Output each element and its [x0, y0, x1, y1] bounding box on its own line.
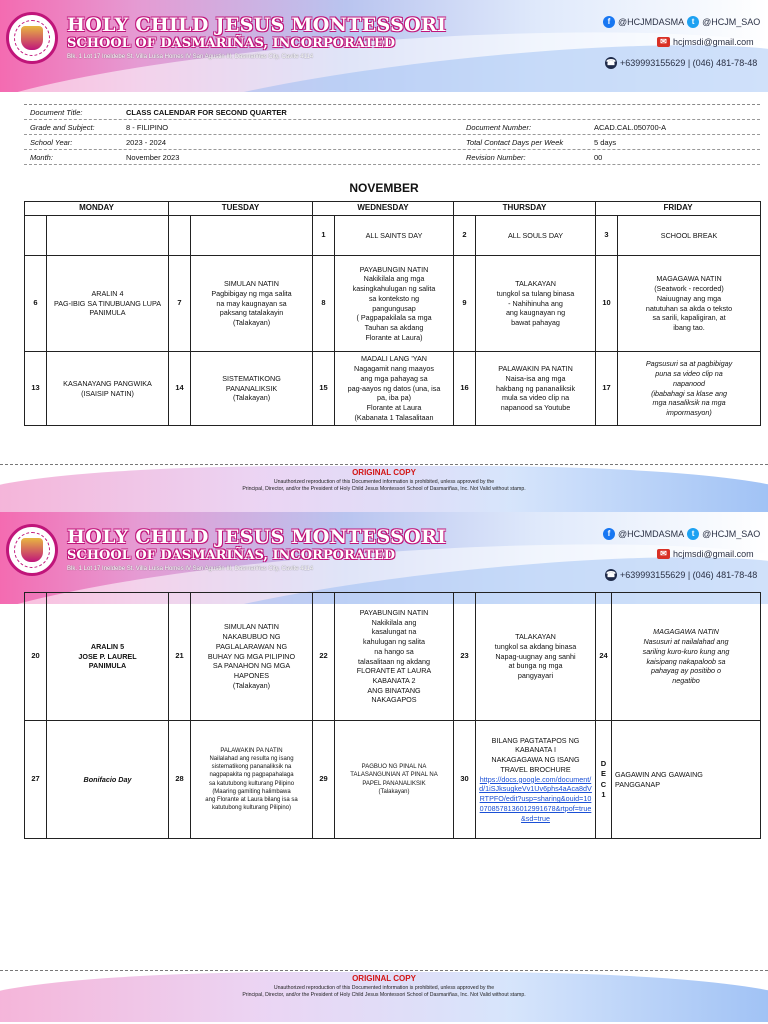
weekday-header: THURSDAY: [454, 202, 596, 216]
day-activity: [618, 256, 761, 352]
day-activity: [47, 721, 169, 839]
activity-text: SISTEMATIKONG PANANALIKSIK (Talakayan): [222, 373, 281, 403]
footer-note: Principal, Director, and/or the President of Holy Child Jesus Montessori School of Dasmariñas, Inc. Not Valid without stamp.: [242, 992, 526, 998]
grade-value: 8 - FILIPINO: [126, 123, 169, 132]
school-name-line2: SCHOOL OF DASMARIÑAS, INCORPORATED: [67, 548, 396, 563]
day-activity: [476, 352, 596, 426]
school-name: HOLY CHILD JESUS MONTESSORI: [67, 14, 447, 36]
day-number: 16: [454, 352, 476, 426]
letterhead: [0, 0, 768, 92]
activity-text: MADALI LANG 'YAN Nagagamit nang maayos ang mga pahayag sa pag-aayos ng datos (una, isa pa, iba pa) Florante at Laura (Kabanata 1 Talasalitaan: [347, 354, 441, 422]
letterhead: [0, 512, 768, 604]
email-address: hcjmsdi@gmail.com: [673, 37, 754, 47]
activity-text: KASANAYANG PANGWIKA (ISAISIP NATIN): [63, 378, 152, 398]
week-row: [25, 721, 761, 839]
contact-days-label: Total Contact Days per Week: [466, 138, 564, 147]
revision-label: Revision Number:: [466, 153, 526, 162]
weekday-header: WEDNESDAY: [313, 202, 454, 216]
month-heading: NOVEMBER: [349, 181, 419, 195]
brochure-link[interactable]: https://docs.google.com/document/d/1iSJksugkeVv1Uv6phs4aAca8dVRTPFO/edit?usp=sharing&ouid=100708578136012991678&rtpof=true&sd=true: [479, 774, 592, 823]
day-number: D E C 1: [596, 721, 612, 839]
day-activity: [335, 256, 454, 352]
day-activity: [618, 352, 761, 426]
week-row: [25, 216, 761, 256]
activity-text: BILANG PAGTATAPOS NG KABANATA I NAKAGAGAWA NG ISANG TRAVEL BROCHURE: [491, 735, 580, 774]
school-name: HOLY CHILD JESUS MONTESSORI: [67, 526, 447, 548]
email-icon: ✉: [657, 37, 670, 47]
day-activity: [612, 721, 761, 839]
doc-title-value: CLASS CALENDAR FOR SECOND QUARTER: [126, 108, 287, 117]
activity-text: PALAWAKIN PA NATIN Nailalahad ang resulta ng isang sistematikong pananaliksik na nagpapakita ng pagpapahalaga sa katutubong kulturang Pilipino (Maaring gamiting halimbawa ang Florante at Laura bilang isa sa katutubong kulturang Pilipino): [205, 748, 298, 811]
activity-text: ARALIN 5 JOSE P. LAUREL PANIMULA: [78, 641, 137, 671]
school-year-label: School Year:: [30, 138, 73, 147]
email-icon: ✉: [657, 549, 670, 559]
calendar-table-part2: [24, 592, 761, 839]
twitter-icon: t: [687, 528, 699, 540]
day-number: 6: [25, 256, 47, 352]
activity-text: SCHOOL BREAK: [660, 230, 718, 240]
school-seal-logo: [6, 12, 58, 64]
activity-text: PAYABUNGIN NATIN Nakikilala ang kasalungat na kahulugan ng salita na hango sa talasalitaan ng akdang FLORANTE AT LAURA KABANATA 2 ANG BINATANG NAKAGAPOS: [356, 607, 432, 705]
week-row: [25, 256, 761, 352]
day-activity: [335, 593, 454, 721]
day-activity: [612, 593, 761, 721]
day-number: 10: [596, 256, 618, 352]
day-number: 29: [313, 721, 335, 839]
grade-label: Grade and Subject:: [30, 123, 95, 132]
day-activity: [618, 216, 761, 256]
day-activity: [47, 352, 169, 426]
day-number: 2: [454, 216, 476, 256]
activity-text: PAYABUNGIN NATIN Nakikilala ang mga kasingkahulugan ng salita sa konteksto ng pangungusap ( Pagpapakilala sa mga Tauhan sa akdang Florante at Laura): [352, 264, 436, 342]
activity-text: PAGBUO NG PINAL NA TALASANGUNIAN AT PINAL NA PAPEL PANANALIKSIK (Talakayan): [350, 764, 438, 795]
day-number: 9: [454, 256, 476, 352]
day-number: 30: [454, 721, 476, 839]
weekday-header: MONDAY: [25, 202, 169, 216]
weekday-header: TUESDAY: [169, 202, 313, 216]
day-number: 13: [25, 352, 47, 426]
school-name-line2: SCHOOL OF DASMARIÑAS, INCORPORATED: [67, 36, 396, 51]
day-number: 22: [313, 593, 335, 721]
school-year-value: 2023 - 2024: [126, 138, 167, 147]
facebook-icon: f: [603, 528, 615, 540]
activity-text: Pagsusuri sa at pagbibigay puna sa video clip na napanood (ibabahagi sa klase ang mga nasaliksik na mga impormasyon): [645, 359, 733, 417]
day-number: 15: [313, 352, 335, 426]
activity-text: ALL SOULS DAY: [507, 230, 564, 240]
activity-text: TALAKAYAN tungkol sa akdang binasa Napag-uugnay ang sanhi at bunga ng mga pangyayari: [494, 632, 577, 681]
weekday-header-row: [25, 202, 761, 216]
day-number: [25, 216, 47, 256]
facebook-handle: @HCJMDASMA: [618, 529, 685, 539]
weekday-header: FRIDAY: [596, 202, 761, 216]
week-row: [25, 593, 761, 721]
footer: [0, 456, 768, 512]
day-activity: [191, 593, 313, 721]
day-activity: [476, 593, 596, 721]
school-seal-logo: [6, 524, 58, 576]
day-number: 27: [25, 721, 47, 839]
day-number: 23: [454, 593, 476, 721]
day-number: 7: [169, 256, 191, 352]
week-row: [25, 352, 761, 426]
original-copy-label: ORIGINAL COPY: [352, 974, 416, 983]
school-address: Blk. 1 Lot 17 Ineldebe St. Villa Luisa Homes IV San Agustin III, Dasmariñas City, Cavite 4114: [67, 54, 314, 60]
phone-number: +639993155629 | (046) 481-78-48: [620, 58, 758, 68]
day-activity: [335, 721, 454, 839]
day-number: 14: [169, 352, 191, 426]
activity-text: PALAWAKIN PA NATIN Naisa-isa ang mga hakbang ng pananaliksik mula sa video clip na napanood sa Youtube: [495, 364, 576, 413]
day-activity: [47, 256, 169, 352]
facebook-icon: f: [603, 16, 615, 28]
activity-text: MAGAGAWA NATIN Nasusuri at nailalahad ang sariling kuro-kuro kung ang kaisipang nakapaloob sa pahayag ay positibo o negatibo: [642, 627, 730, 685]
day-number: 21: [169, 593, 191, 721]
contact-days-value: 5 days: [594, 138, 617, 147]
phone-contact: [602, 57, 757, 69]
activity-text: SIMULAN NATIN NAKABUBUO NG PAGLALARAWAN NG BUHAY NG MGA PILIPINO SA PANAHON NG MGA HAPONES (Talakayan): [207, 622, 296, 690]
twitter-handle: @HCJM_SAO: [702, 529, 761, 539]
activity-text: ALL SAINTS DAY: [365, 230, 423, 240]
day-activity: [476, 216, 596, 256]
activity-text: Bonifacio Day: [83, 774, 132, 784]
day-number: 28: [169, 721, 191, 839]
activity-text: ARALIN 4 PAG-IBIG SA TINUBUANG LUPA PANIMULA: [53, 288, 162, 318]
facebook-handle: @HCJMDASMA: [618, 17, 685, 27]
twitter-handle: @HCJM_SAO: [702, 17, 761, 27]
day-number: 17: [596, 352, 618, 426]
day-activity: [47, 593, 169, 721]
day-number: 24: [596, 593, 612, 721]
footer-note: Unauthorized reproduction of this Documented information is prohibited, unless approved by the: [273, 479, 495, 485]
day-activity: [47, 216, 169, 256]
activity-text: TALAKAYAN tungkol sa tulang binasa - Nahihinuha ang ang kaugnayan ng bawat pahayag: [496, 279, 575, 328]
phone-icon: ☎: [606, 570, 616, 579]
activity-text: SIMULAN NATIN Pagbibigay ng mga salita na may kaugnayan sa paksang tatalakayin (Talakayan): [211, 279, 292, 328]
school-address: Blk. 1 Lot 17 Ineldebe St. Villa Luisa Homes IV San Agustin III, Dasmariñas City, Cavite 4114: [67, 566, 314, 572]
email-address: hcjmsdi@gmail.com: [673, 549, 754, 559]
footer: [0, 962, 768, 1022]
activity-text: GAGAWIN ANG GAWAING PANGGANAP: [615, 769, 703, 789]
phone-icon: ☎: [606, 58, 616, 67]
day-number: 3: [596, 216, 618, 256]
social-contacts: [600, 528, 760, 540]
phone-contact: [602, 569, 757, 581]
email-contact: [654, 37, 754, 47]
email-contact: [654, 549, 754, 559]
month-value: November 2023: [126, 153, 180, 162]
original-copy-label: ORIGINAL COPY: [352, 468, 416, 477]
day-activity: [191, 721, 313, 839]
day-activity: [191, 256, 313, 352]
day-number: 20: [25, 593, 47, 721]
activity-text: MAGAGAWA NATIN (Seatwork - recorded) Naiuugnay ang mga natutuhan sa akda o teksto sa sarili, kapaligiran, at ibang tao.: [645, 274, 733, 332]
twitter-icon: t: [687, 16, 699, 28]
revision-value: 00: [594, 153, 603, 162]
phone-number: +639993155629 | (046) 481-78-48: [620, 570, 758, 580]
doc-title-label: Document Title:: [30, 108, 83, 117]
document-info: [24, 104, 760, 165]
day-activity: [335, 352, 454, 426]
month-label: Month:: [30, 153, 53, 162]
day-activity: [191, 352, 313, 426]
day-activity: [191, 216, 313, 256]
day-number: 1: [313, 216, 335, 256]
social-contacts: [600, 16, 760, 28]
footer-note: Principal, Director, and/or the President of Holy Child Jesus Montessori School of Dasmariñas, Inc. Not Valid without stamp.: [242, 486, 526, 492]
day-number: [169, 216, 191, 256]
docnum-label: Document Number:: [466, 123, 532, 132]
day-activity: [335, 216, 454, 256]
calendar-table-part1: [24, 201, 761, 426]
footer-note: Unauthorized reproduction of this Documented information is prohibited, unless approved by the: [273, 985, 495, 991]
docnum-value: ACAD.CAL.050700-A: [594, 123, 667, 132]
day-activity: [476, 256, 596, 352]
day-number: 8: [313, 256, 335, 352]
day-activity: [476, 721, 596, 839]
